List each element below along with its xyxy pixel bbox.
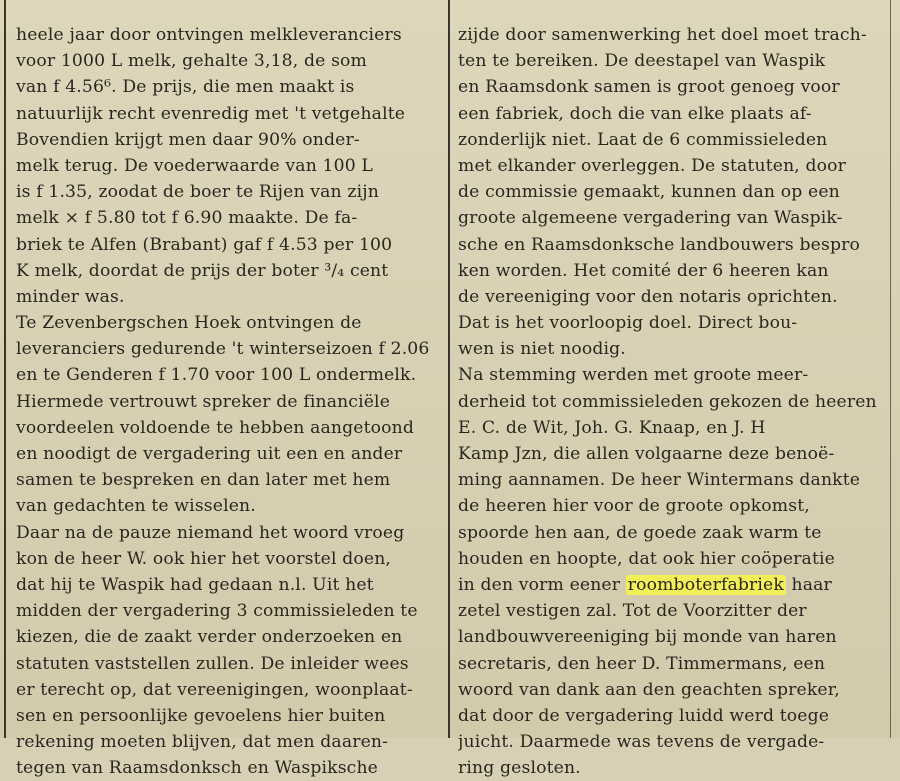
text-line: sen en persoonlijke gevoelens hier buiten bbox=[16, 705, 386, 726]
text-fragment: in den vorm eener bbox=[458, 574, 626, 595]
column-divider-rule bbox=[448, 0, 450, 738]
text-line: briek te Alfen (Brabant) gaf f 4.53 per 100 bbox=[16, 234, 393, 255]
text-fragment: haar bbox=[785, 574, 832, 595]
text-line: kon de heer W. ook hier het voorstel doen, bbox=[16, 548, 392, 569]
text-line: K melk, doordat de prijs der boter ³/₄ cent bbox=[16, 260, 389, 281]
text-line: zijde door samenwerking het doel moet trach- bbox=[458, 25, 867, 45]
text-line: Bovendien krijgt men daar 90% onder- bbox=[16, 129, 360, 150]
text-line: juicht. Daarmede was tevens de vergade- bbox=[458, 732, 825, 753]
text-line: zetel vestigen zal. Tot de Voorzitter der bbox=[458, 601, 807, 622]
text-line: tegen van Raamsdonksch en Waspiksche bbox=[16, 758, 378, 779]
text-line: heele jaar door ontvingen melkleveranciers bbox=[16, 25, 402, 45]
text-line: en te Genderen f 1.70 voor 100 L ondermelk. bbox=[16, 365, 417, 386]
text-line: secretaris, den heer D. Timmermans, een bbox=[458, 653, 826, 674]
text-line: kiezen, die de zaakt verder onderzoeken en bbox=[16, 627, 403, 648]
text-line: de vereeniging voor den notaris oprichten. bbox=[458, 286, 838, 307]
text-line: samen te bespreken en dan later met hem bbox=[16, 470, 391, 491]
text-line: is f 1.35, zoodat de boer te Rijen van zijn bbox=[16, 182, 379, 203]
text-line: derheid tot commissieleden gekozen de heeren bbox=[458, 391, 877, 412]
text-line: houden en hoopte, dat ook hier coöperatie bbox=[458, 548, 835, 569]
text-line: de commissie gemaakt, kunnen dan op een bbox=[458, 182, 840, 203]
text-line: leveranciers gedurende 't winterseizoen f 2.06 bbox=[16, 339, 430, 360]
text-line: van gedachten te wisselen. bbox=[16, 496, 256, 517]
text-line: Hiermede vertrouwt spreker de financiële bbox=[16, 391, 391, 412]
text-line: Daar na de pauze niemand het woord vroeg bbox=[16, 522, 405, 543]
text-line: melk terug. De voederwaarde van 100 L bbox=[16, 155, 373, 176]
text-line: sche en Raamsdonksche landbouwers bespro bbox=[458, 234, 860, 255]
text-line: zonderlijk niet. Laat de 6 commissieleden bbox=[458, 129, 828, 150]
text-line: Te Zevenbergschen Hoek ontvingen de bbox=[16, 313, 362, 334]
text-line: statuten vaststellen zullen. De inleider wees bbox=[16, 653, 409, 674]
text-line: ring gesloten. bbox=[458, 758, 581, 779]
text-line: er terecht op, dat vereenigingen, woonplaat- bbox=[16, 679, 413, 700]
text-line: Dat is het voorloopig doel. Direct bou- bbox=[458, 313, 798, 334]
text-line: midden der vergadering 3 commissieleden te bbox=[16, 601, 418, 622]
text-line: voordeelen voldoende te hebben aangetoond bbox=[16, 417, 415, 438]
left-text-column bbox=[16, 22, 434, 781]
text-line: ken worden. Het comité der 6 heeren kan bbox=[458, 260, 829, 281]
text-line: E. C. de Wit, Joh. G. Knaap, en J. H bbox=[458, 417, 766, 438]
text-line: rekening moeten blijven, dat men daaren- bbox=[16, 732, 389, 753]
text-line: en noodigt de vergadering uit een en ander bbox=[16, 444, 403, 464]
text-line: dat hij te Waspik had gedaan n.l. Uit het bbox=[16, 574, 374, 595]
text-line: melk × f 5.80 tot f 6.90 maakte. De fa- bbox=[16, 208, 358, 229]
text-line: voor 1000 L melk, gehalte 3,18, de som bbox=[16, 51, 368, 72]
text-line: dat door de vergadering luidd werd toege bbox=[458, 705, 830, 726]
text-line: spoorde hen aan, de goede zaak warm te bbox=[458, 522, 822, 543]
text-line: Kamp Jzn, die allen volgaarne deze benoë- bbox=[458, 444, 835, 464]
text-line: minder was. bbox=[16, 286, 125, 307]
text-line: met elkander overleggen. De statuten, door bbox=[458, 155, 847, 176]
text-line: van f 4.56⁶. De prijs, die men maakt is bbox=[16, 77, 355, 98]
text-line bbox=[458, 572, 878, 598]
text-line: ten te bereiken. De deestapel van Waspik bbox=[458, 51, 826, 72]
text-line: natuurlijk recht evenredig met 't vetgehalte bbox=[16, 103, 406, 124]
right-text-column bbox=[458, 22, 878, 781]
text-line: woord van dank aan den geachten spreker, bbox=[458, 679, 840, 700]
text-line: ming aannamen. De heer Wintermans dankte bbox=[458, 470, 861, 491]
text-line: wen is niet noodig. bbox=[458, 339, 626, 360]
text-line: Na stemming werden met groote meer- bbox=[458, 365, 809, 386]
highlighted-search-term: roomboterfabriek bbox=[627, 574, 784, 595]
right-border-rule bbox=[890, 0, 891, 738]
text-line: groote algemeene vergadering van Waspik- bbox=[458, 208, 843, 229]
left-border-rule bbox=[4, 0, 6, 738]
text-line: en Raamsdonk samen is groot genoeg voor bbox=[458, 77, 840, 98]
text-line: de heeren hier voor de groote opkomst, bbox=[458, 496, 810, 517]
text-line: een fabriek, doch die van elke plaats af- bbox=[458, 103, 812, 124]
text-line: landbouwvereeniging bij monde van haren bbox=[458, 627, 837, 648]
